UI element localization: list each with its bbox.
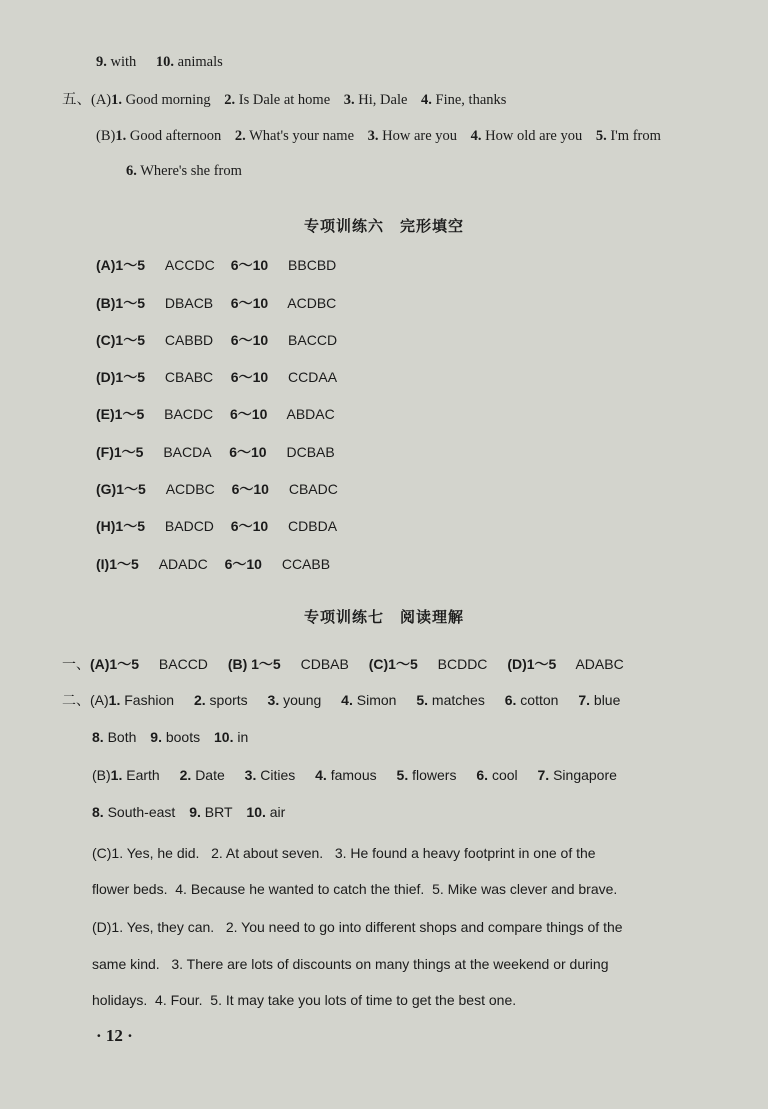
answer-text: air [269, 804, 286, 820]
answer-text: How old are you [485, 128, 583, 144]
section-wu-b6 [126, 162, 242, 180]
section-label: 五、(A) [62, 92, 112, 108]
section-wu-b [96, 127, 661, 145]
answer-text: Fine, thanks [435, 92, 507, 108]
item-number: 9. [189, 804, 201, 820]
row-label: (E)1～5 [96, 406, 145, 422]
item-number: 9. [150, 729, 162, 745]
row-label: 6～10 [229, 444, 267, 460]
answer-key: BBCBD [288, 257, 337, 273]
reading-c-line1: (C)1. Yes, he did. 2. At about seven. 3. He found a heavy footprint in one of the [92, 845, 596, 861]
item-number: 3. [267, 692, 280, 708]
cloze-row [96, 517, 337, 535]
section7-title: 专项训练七 阅读理解 [303, 608, 464, 626]
cloze-row [96, 443, 335, 461]
answer-key: ACCDC [164, 257, 215, 273]
answer-text: famous [330, 767, 377, 783]
answer-key: ACDBC [165, 481, 215, 497]
row-label: 6～10 [230, 295, 269, 311]
row-label: (D)1～5 [96, 369, 146, 385]
answer-key: CDBDA [288, 518, 338, 534]
answer-text: matches [431, 692, 485, 708]
item-number: 3. [244, 767, 257, 783]
row-label: (A)1～5 [90, 656, 140, 672]
answer-key: ADADC [158, 556, 208, 572]
answer-key: CBABC [164, 369, 214, 385]
reading-er-a-line1 [62, 691, 620, 709]
answer-text: blue [593, 692, 621, 708]
item-number: 6. [504, 692, 517, 708]
item-number: 3. [343, 92, 355, 108]
row-label: (F)1～5 [96, 444, 144, 460]
answer-key: ACDBC [287, 295, 337, 311]
row-label: (I)1～5 [96, 556, 139, 572]
answer-text: Singapore [553, 767, 617, 783]
item-number: 5. [595, 128, 607, 144]
item-number: 4. [421, 92, 432, 108]
answer-key: CBADC [288, 481, 338, 497]
section-label: 一、 [62, 656, 90, 672]
answer-text: in [237, 729, 249, 745]
answer-text: Good afternoon [129, 128, 222, 144]
item-number: 2. [179, 767, 192, 783]
answer-text: What's your name [249, 128, 355, 144]
item-number: 1. [111, 92, 123, 108]
answer-line-9-10 [96, 53, 223, 71]
row-label: (B) 1～5 [227, 656, 281, 672]
reading-d-line2: same kind. 3. There are lots of discounts on many things at the weekend or during [92, 956, 609, 972]
answer-text: BRT [204, 804, 233, 820]
answer-key: BACCD [158, 656, 208, 672]
reading-er-a-line2 [92, 728, 248, 746]
answer-text: Good morning [125, 92, 211, 108]
cloze-row [96, 368, 337, 386]
answer-key: BACDC [164, 406, 214, 422]
row-label: (H)1～5 [96, 518, 146, 534]
item-number: 4. [470, 128, 482, 144]
answer-text: Simon [356, 692, 397, 708]
item-number: 1. [108, 692, 121, 708]
answer-text: How are you [382, 128, 458, 144]
section6-title: 专项训练六 完形填空 [303, 217, 464, 235]
row-label: (A)1～5 [96, 257, 146, 273]
cloze-row [96, 331, 337, 349]
answer-key: CCDAA [288, 369, 338, 385]
item-number: 3. [367, 128, 379, 144]
answer-text: Both [107, 729, 137, 745]
answer-text: Date [195, 767, 225, 783]
reading-er-b-line1 [92, 766, 617, 784]
row-label: (C)1～5 [368, 656, 418, 672]
item-number: 10. [246, 804, 266, 820]
item-number: 7. [537, 767, 550, 783]
item-number: 2. [224, 92, 236, 108]
row-label: (C)1～5 [96, 332, 146, 348]
row-label: 6～10 [230, 369, 269, 385]
answer-key: BACDA [163, 444, 212, 460]
answer-text: Fashion [124, 692, 175, 708]
answer-text: I'm from [610, 128, 661, 144]
answer-text: sports [209, 692, 248, 708]
answer-text: Is Dale at home [238, 92, 331, 108]
item-number: 2. [234, 128, 246, 144]
row-label: (D)1～5 [507, 656, 557, 672]
item-number: 4. [341, 692, 353, 708]
row-label: 6～10 [231, 481, 269, 497]
answer-key: ABDAC [286, 406, 335, 422]
answer-key: DCBAB [286, 444, 335, 460]
answer-text: animals [177, 54, 223, 70]
answer-text: flowers [412, 767, 457, 783]
answer-text: boots [165, 729, 201, 745]
answer-key: BADCD [164, 518, 214, 534]
row-label: 6～10 [230, 332, 269, 348]
page-number: · 12 · [96, 1026, 133, 1045]
answer-key: CABBD [164, 332, 214, 348]
cloze-row [96, 555, 330, 573]
section-label: (B) [96, 128, 116, 144]
answer-key: BCDDC [437, 656, 488, 672]
section-wu-a [62, 91, 506, 109]
row-label: (G)1～5 [96, 481, 146, 497]
reading-yi-line [62, 655, 624, 673]
answer-key: CDBAB [300, 656, 349, 672]
section-label: (B) [92, 767, 111, 783]
answer-text: with [110, 54, 137, 70]
answer-text: Cities [260, 767, 296, 783]
item-number: 2. [193, 692, 206, 708]
row-label: 6～10 [230, 518, 269, 534]
item-number: 5. [396, 767, 409, 783]
answer-key: ADABC [575, 656, 624, 672]
cloze-row [96, 480, 338, 498]
item-number: 7. [578, 692, 591, 708]
reading-er-b-line2 [92, 803, 285, 821]
cloze-row [96, 294, 336, 312]
reading-c-line2: flower beds. 4. Because he wanted to catch the thief. 5. Mike was clever and brave. [92, 881, 618, 897]
item-number: 4. [315, 767, 327, 783]
answer-text: Hi, Dale [358, 92, 408, 108]
reading-d-line3: holidays. 4. Four. 5. It may take you lots of time to get the best one. [92, 992, 517, 1008]
row-label: 6～10 [230, 406, 268, 422]
cloze-row [96, 256, 336, 274]
item-number: 8. [92, 729, 104, 745]
item-number: 9. [96, 54, 107, 70]
answer-text: young [283, 692, 322, 708]
item-number: 10. [214, 729, 234, 745]
row-label: (B)1～5 [96, 295, 146, 311]
item-number: 10. [155, 54, 175, 70]
answer-key: CCABB [281, 556, 331, 572]
answer-text: cool [491, 767, 518, 783]
answer-key: DBACB [164, 295, 214, 311]
item-number: 1. [110, 767, 123, 783]
answer-text: cotton [520, 692, 559, 708]
item-number: 6. [476, 767, 489, 783]
answer-text: Where's she from [140, 163, 242, 179]
cloze-row [96, 405, 335, 423]
answer-text: Earth [126, 767, 160, 783]
section-label: 二、(A) [62, 692, 109, 708]
item-number: 6. [126, 163, 137, 179]
item-number: 8. [92, 804, 104, 820]
reading-d-line1: (D)1. Yes, they can. 2. You need to go into different shops and compare things of the [92, 919, 623, 935]
item-number: 5. [416, 692, 429, 708]
item-number: 1. [115, 128, 127, 144]
row-label: 6～10 [230, 257, 269, 273]
row-label: 6～10 [224, 556, 262, 572]
answer-text: South-east [107, 804, 176, 820]
answer-key: BACCD [288, 332, 338, 348]
